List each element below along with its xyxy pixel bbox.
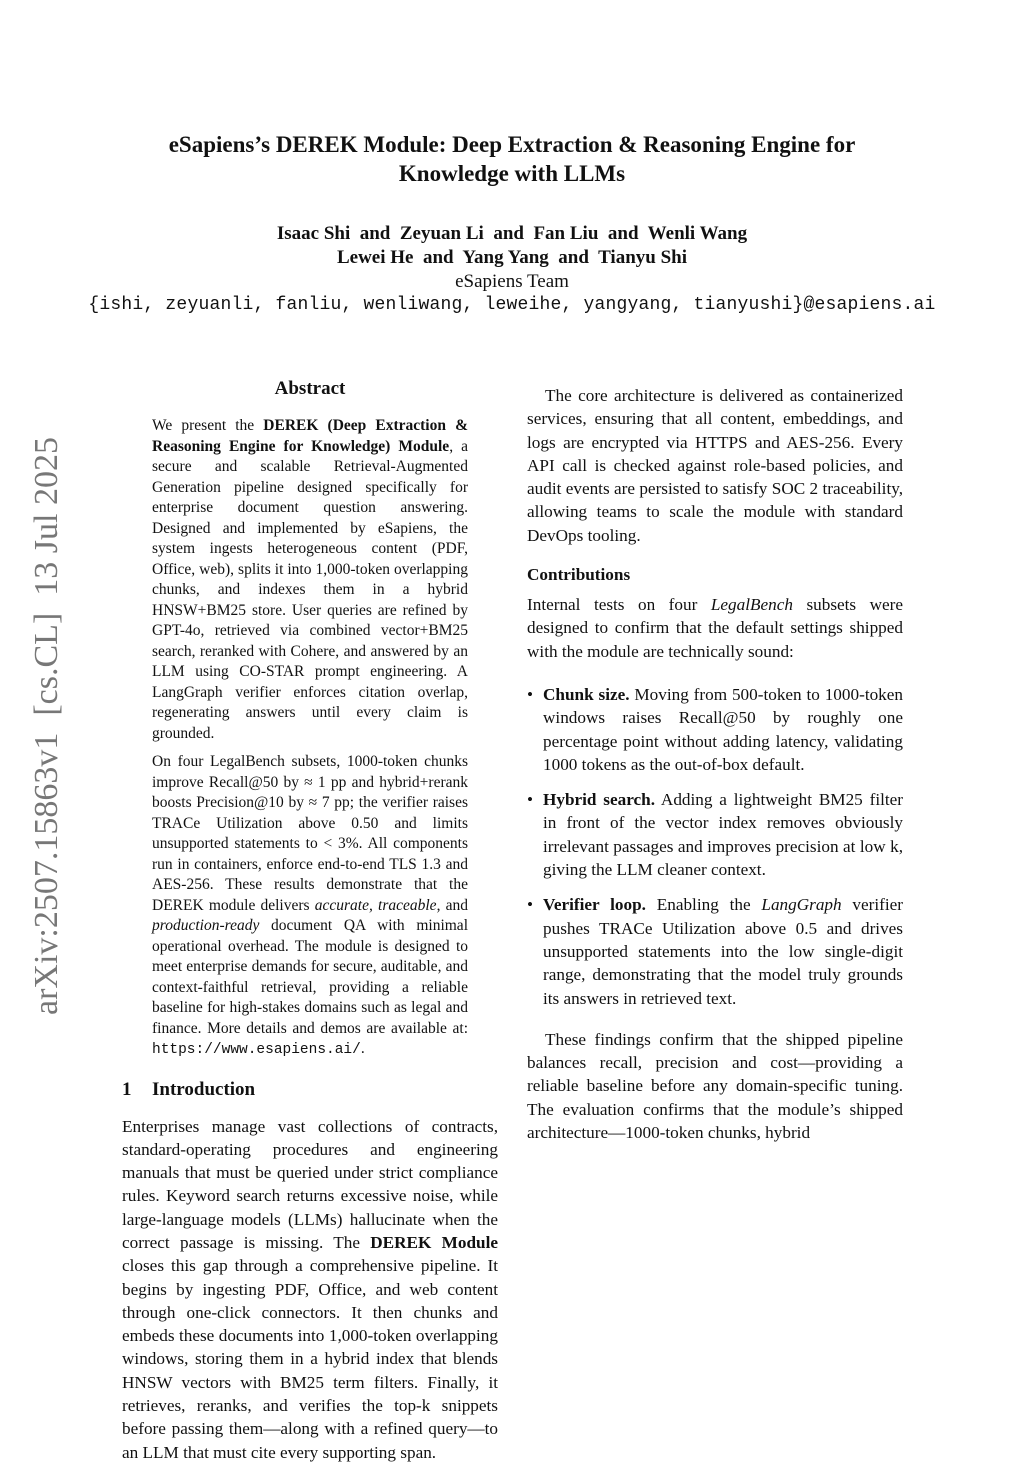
list-item [527, 893, 903, 1009]
abstract-paragraph-2 [152, 752, 468, 1061]
list-item [527, 788, 903, 881]
abstract-text: We present the [152, 417, 264, 434]
abstract-text: On four LegalBench subsets, 1000-token chunks improve Recall@50 by ≈ 1 pp and hybrid+rerank boosts Precision@10 by ≈ 7 pp; the verifier raises TRACe Utilization above 0.50 and limits unsupported statements to < 3%. All components run in containers, enforce end-to-end TLS 1.3 and AES-256. These results demonstrate that the DEREK module delivers [152, 753, 468, 914]
intro-text: Enterprises manage vast collections of contracts, standard-operating procedures and engineering manuals that must be queried under strict compliance rules. Keyword search returns excessive noise, while large-language models (LLMs) hallucinate when the correct passage is missing. The [122, 1116, 498, 1252]
contributions-intro-paragraph [527, 593, 903, 663]
abstract-text: , a secure and scalable Retrieval-Augmented Generation pipeline designed specifically for enterprise document question answering. Designed and implemented by eSapiens, the system ingests heterogeneous content (PDF, Office, web), splits it into 1,000-token overlapping chunks, and indexes them in a hybrid HNSW+BM25 store. User queries are refined by GPT-4o, retrieved via combined vector+BM25 search, reranked with Cohere, and answered by an LLM using CO-STAR prompt engineering. A LangGraph verifier enforces citation overlap, regenerating answers until every claim is grounded. [152, 437, 468, 742]
intro-paragraph-1 [122, 1115, 498, 1464]
emphasis-text: LegalBench [710, 595, 793, 615]
arxiv-identifier-stamp: arXiv:2507.15863v1 [cs.CL] 13 Jul 2025 [28, 437, 65, 1015]
contrib-text: Internal tests on four [527, 595, 711, 615]
emphasis-text: LangGraph [761, 895, 842, 915]
intro-text: closes this gap through a comprehensive pipeline. It begins by ingesting PDF, Office, and web content through one-click connectors. It then chunks and embeds these documents into 1,000-token overlapping windows, storing them in a hybrid index that blends HNSW vectors with BM25 term filters. Finally, it retrieves, reranks, and verifies the top-k snippets before passing them—along with a refined query—to an LLM that must cite every supporting span. [122, 1256, 498, 1462]
title-line-1: eSapiens’s DEREK Module: Deep Extraction & Reasoning Engine for [168, 132, 856, 157]
abstract-body [122, 416, 498, 1061]
item-label: Verifier loop. [543, 895, 646, 915]
left-column [122, 378, 498, 1464]
authors-line-2: Lewei He and Yang Yang and Tianyu Shi [336, 247, 688, 268]
website-link[interactable]: https://www.esapiens.ai/ [152, 1042, 361, 1058]
item-text: verifier pushes TRACe Utilization above 0.5 and drives unsupported statements into the low single-digit range, demonstrating that the model truly grounds its answers in retrieved text. [543, 895, 903, 1008]
contrib-text: subsets were designed to confirm that the default settings shipped with the module are technically sound: [527, 595, 903, 661]
closing-paragraph: These findings confirm that the shipped pipeline balances recall, precision and cost—providing a reliable baseline before any domain-specific tuning. The evaluation confirms that the module’s shipped architecture—1000-token chunks, hybrid [527, 1029, 903, 1143]
item-text: Enabling the [645, 895, 762, 915]
item-label: Chunk size. [543, 684, 630, 704]
authors-line-1: Isaac Shi and Zeyuan Li and Fan Liu and Wenli Wang [276, 223, 748, 244]
abstract-text: , and [436, 896, 468, 914]
module-name-bold: DEREK (Deep Extraction & Reasoning Engine for Knowledge) Module [152, 417, 468, 455]
contributions-list [527, 683, 903, 1010]
section-number: 1 [122, 1078, 132, 1100]
affiliation: eSapiens Team [455, 271, 569, 292]
list-item [527, 683, 903, 776]
author-emails: {ishi, zeyuanli, fanliu, wenliwang, leweihe, yangyang, tianyushi}@esapiens.ai [88, 295, 936, 315]
section-title: Introduction [152, 1078, 256, 1100]
right-column [527, 378, 903, 1144]
introduction-body-left [122, 1115, 498, 1464]
section-heading-introduction [122, 1079, 498, 1101]
abstract-text: . [360, 1040, 365, 1057]
emphasis-text: production-ready [152, 917, 260, 934]
item-text: Adding a lightweight BM25 filter in front of the vector index removes obviously irrelevant passages and improves precision at low k, giving the LLM cleaner context. [543, 790, 904, 880]
intro-paragraph-2: The core architecture is delivered as containerized services, ensuring that all content, embeddings, and logs are encrypted via HTTPS and AES-256. Every API call is checked against role-based policies, and audit events are persisted to satisfy SOC 2 traceability, allowing teams to scale the module with standard DevOps tooling. [527, 386, 903, 545]
bullet-point: • [527, 895, 534, 915]
contributions-intro [527, 593, 903, 663]
title-line-2: Knowledge with LLMs [398, 161, 626, 186]
abstract-paragraph-1 [152, 416, 468, 744]
contributions-heading: Contributions [527, 565, 631, 585]
item-text: Moving from 500-token to 1000-token windows raises Recall@50 by roughly one percentage point without adding latency, validating 1000 tokens as the out-of-box default. [543, 684, 904, 774]
author-block [0, 222, 1024, 294]
item-label: Hybrid search. [543, 790, 656, 810]
abstract-text: document QA with minimal operational overhead. The module is designed to meet enterprise demands for secure, auditable, and context-faithful retrieval, providing a reliable baseline for high-stakes domains such as legal and finance. More details and demos are available at: [152, 917, 468, 1037]
introduction-body-right [527, 384, 903, 547]
closing-paragraph-container [527, 1028, 903, 1144]
module-name-bold: DEREK Module [370, 1232, 498, 1252]
abstract-heading: Abstract [274, 378, 346, 399]
bullet-point: • [527, 684, 534, 704]
bullet-point: • [527, 790, 534, 810]
emphasis-text: accurate, traceable [314, 896, 437, 914]
paper-title [0, 130, 1024, 188]
